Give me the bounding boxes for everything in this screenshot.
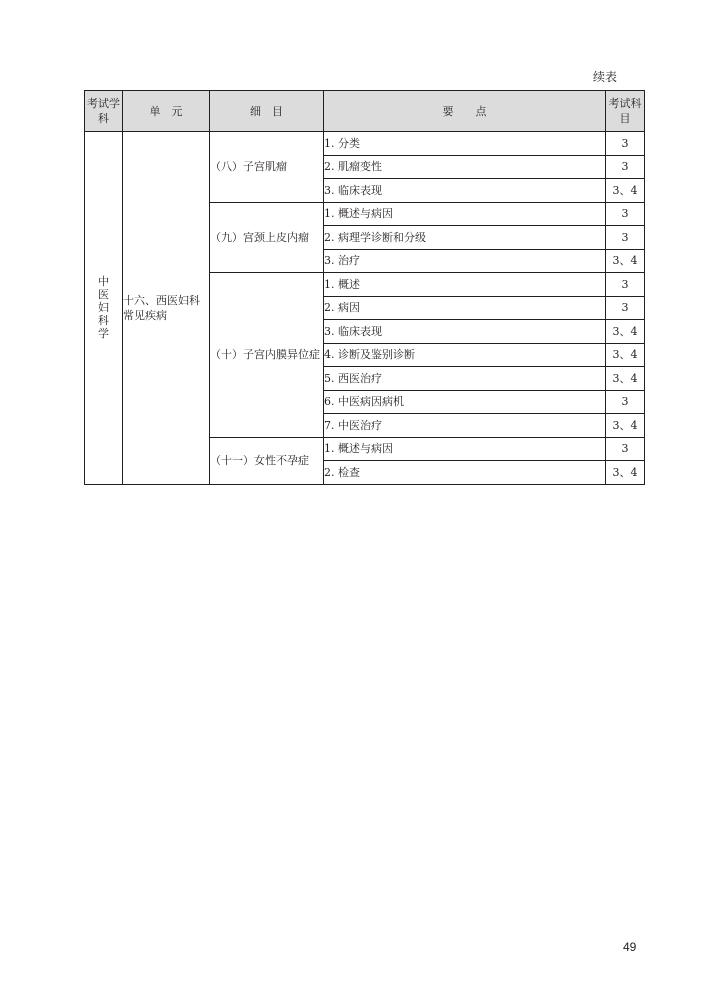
subject-cell: 中医妇科学 bbox=[85, 132, 123, 485]
page-number: 49 bbox=[623, 940, 637, 954]
level-cell: 3 bbox=[606, 296, 645, 320]
point-cell: 1. 概述与病因 bbox=[324, 437, 606, 461]
level-cell: 3、4 bbox=[606, 343, 645, 367]
point-cell: 3. 临床表现 bbox=[324, 320, 606, 344]
header-points: 要 点 bbox=[324, 91, 606, 132]
header-detail: 细 目 bbox=[210, 91, 324, 132]
level-cell: 3、4 bbox=[606, 320, 645, 344]
table-row bbox=[85, 132, 645, 156]
level-cell: 3、4 bbox=[606, 461, 645, 485]
level-cell: 3 bbox=[606, 155, 645, 179]
level-cell: 3 bbox=[606, 226, 645, 250]
level-cell: 3 bbox=[606, 202, 645, 226]
level-cell: 3 bbox=[606, 390, 645, 414]
point-cell: 6. 中医病因病机 bbox=[324, 390, 606, 414]
header-subject: 考试学科 bbox=[85, 91, 123, 132]
point-cell: 3. 治疗 bbox=[324, 249, 606, 273]
point-cell: 2. 肌瘤变性 bbox=[324, 155, 606, 179]
header-unit: 单 元 bbox=[123, 91, 210, 132]
point-cell: 5. 西医治疗 bbox=[324, 367, 606, 391]
level-cell: 3、4 bbox=[606, 249, 645, 273]
unit-cell: 十六、西医妇科常见疾病 bbox=[123, 132, 210, 485]
detail-cell: （九）宫颈上皮内瘤 bbox=[210, 202, 324, 273]
point-cell: 2. 病因 bbox=[324, 296, 606, 320]
level-cell: 3、4 bbox=[606, 179, 645, 203]
level-cell: 3 bbox=[606, 273, 645, 297]
detail-cell: （十）子宫内膜异位症 bbox=[210, 273, 324, 438]
level-cell: 3 bbox=[606, 437, 645, 461]
continued-table-label: 续表 bbox=[593, 70, 618, 84]
level-cell: 3 bbox=[606, 132, 645, 156]
point-cell: 1. 概述 bbox=[324, 273, 606, 297]
point-cell: 1. 分类 bbox=[324, 132, 606, 156]
point-cell: 1. 概述与病因 bbox=[324, 202, 606, 226]
point-cell: 7. 中医治疗 bbox=[324, 414, 606, 438]
level-cell: 3、4 bbox=[606, 414, 645, 438]
syllabus-table bbox=[84, 90, 645, 485]
detail-cell: （八）子宫肌瘤 bbox=[210, 132, 324, 203]
header-level: 考试科目 bbox=[606, 91, 645, 132]
detail-cell: （十一）女性不孕症 bbox=[210, 437, 324, 484]
table-header-row bbox=[85, 91, 645, 132]
point-cell: 3. 临床表现 bbox=[324, 179, 606, 203]
point-cell: 2. 病理学诊断和分级 bbox=[324, 226, 606, 250]
level-cell: 3、4 bbox=[606, 367, 645, 391]
point-cell: 4. 诊断及鉴别诊断 bbox=[324, 343, 606, 367]
point-cell: 2. 检查 bbox=[324, 461, 606, 485]
